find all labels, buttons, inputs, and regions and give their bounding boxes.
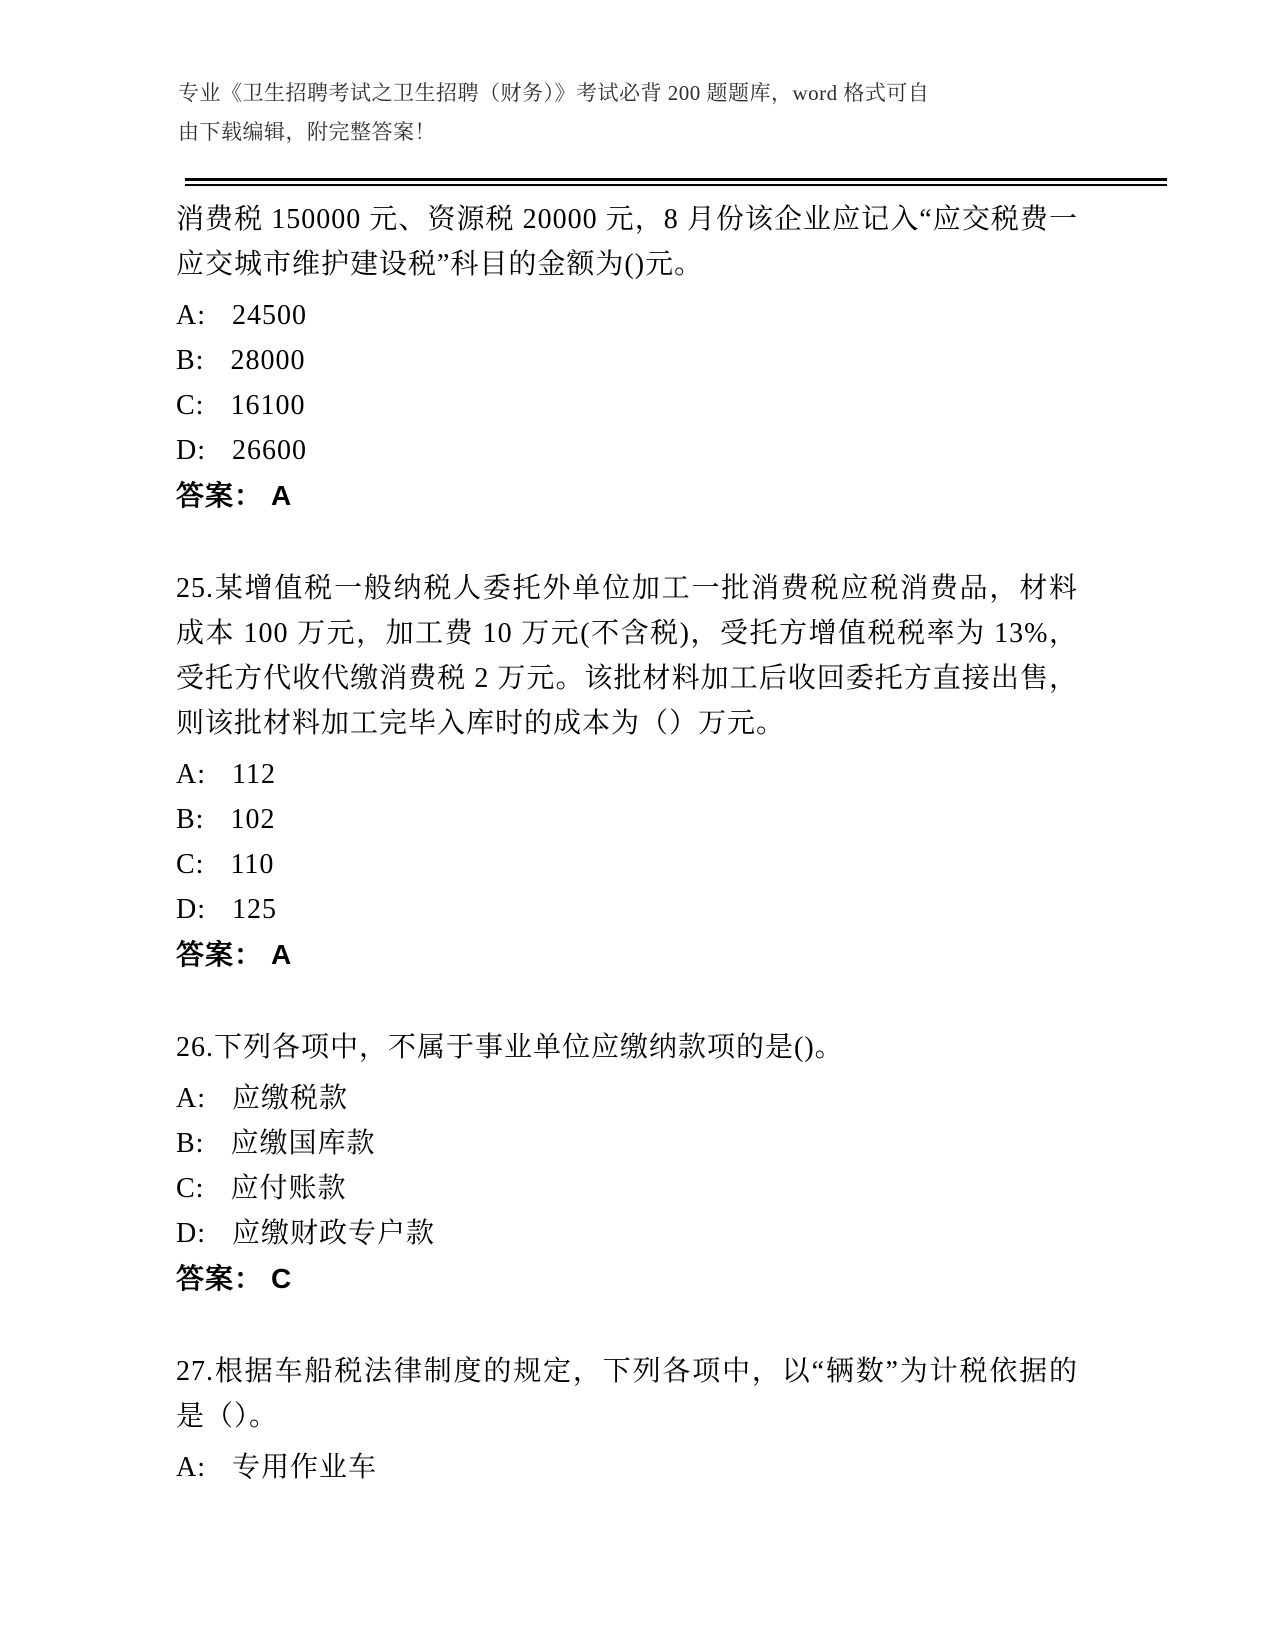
question-24-continuation [176,197,1078,518]
option-c [176,383,1078,428]
header-rule [185,178,1167,186]
option-a [176,1076,1078,1121]
option-label: B: [176,345,205,376]
question-stem: 25.某增值税一般纳税人委托外单位加工一批消费税应税消费品，材料成本 100 万元，加工费 10 万元(不含税)，受托方增值税税率为 13%，受托方代收代缴消费税 2 万元。该批材料加工后收回委托方直接出售，则该批材料加工完毕入库时的成本为（）万元。 [176,573,1078,739]
option-c [176,1166,1078,1211]
question-27 [176,1349,1078,1490]
answer-letter: A [271,480,293,511]
option-text: 102 [230,804,276,835]
option-text: 应付账款 [230,1173,347,1204]
option-label: A: [176,1083,206,1114]
question-stem: 消费税 150000 元、资源税 20000 元，8 月份该企业应记入“应交税费一应交城市维护建设税”科目的金额为()元。 [176,204,1078,280]
option-a [176,293,1078,338]
option-label: D: [176,435,206,466]
answer-line [176,1256,1078,1301]
option-label: C: [176,1173,205,1204]
header-line-1: 专业《卫生招聘考试之卫生招聘（财务）》考试必背 200 题题库，word 格式可自 [178,81,930,105]
question-25 [176,566,1078,977]
answer-prefix: 答案： [176,1263,264,1294]
answer-line [176,932,1078,977]
option-text: 专用作业车 [232,1452,378,1483]
option-label: C: [176,849,205,880]
option-text: 28000 [230,345,306,376]
option-text: 26600 [232,435,307,466]
option-text: 112 [232,759,276,790]
option-d [176,1211,1078,1256]
option-label: C: [176,390,205,421]
question-stem: 26.下列各项中，不属于事业单位应缴纳款项的是()。 [176,1032,844,1063]
answer-letter: C [271,1263,293,1294]
document-body [176,197,1078,1490]
option-label: A: [176,300,206,331]
option-a [176,1445,1078,1490]
option-text: 110 [230,849,275,880]
option-label: D: [176,894,206,925]
option-text: 24500 [232,300,307,331]
option-d [176,887,1078,932]
option-text: 应缴税款 [232,1083,349,1114]
option-label: A: [176,759,206,790]
option-label: A: [176,1452,206,1483]
option-c [176,842,1078,887]
answer-prefix: 答案： [176,939,264,970]
option-b [176,338,1078,383]
page-header [178,74,1138,152]
option-label: B: [176,1128,205,1159]
option-b [176,1121,1078,1166]
option-label: D: [176,1218,206,1249]
question-stem: 27.根据车船税法律制度的规定，下列各项中，以“辆数”为计税依据的是（）。 [176,1356,1078,1432]
answer-letter: A [271,939,293,970]
option-a [176,752,1078,797]
answer-line [176,473,1078,518]
option-d [176,428,1078,473]
option-text: 应缴国库款 [230,1128,376,1159]
option-text: 应缴财政专户款 [232,1218,436,1249]
option-text: 125 [232,894,277,925]
option-b [176,797,1078,842]
option-text: 16100 [230,390,306,421]
question-26 [176,1025,1078,1301]
header-line-2: 由下载编辑，附完整答案！ [178,120,436,144]
answer-prefix: 答案： [176,480,264,511]
option-label: B: [176,804,205,835]
